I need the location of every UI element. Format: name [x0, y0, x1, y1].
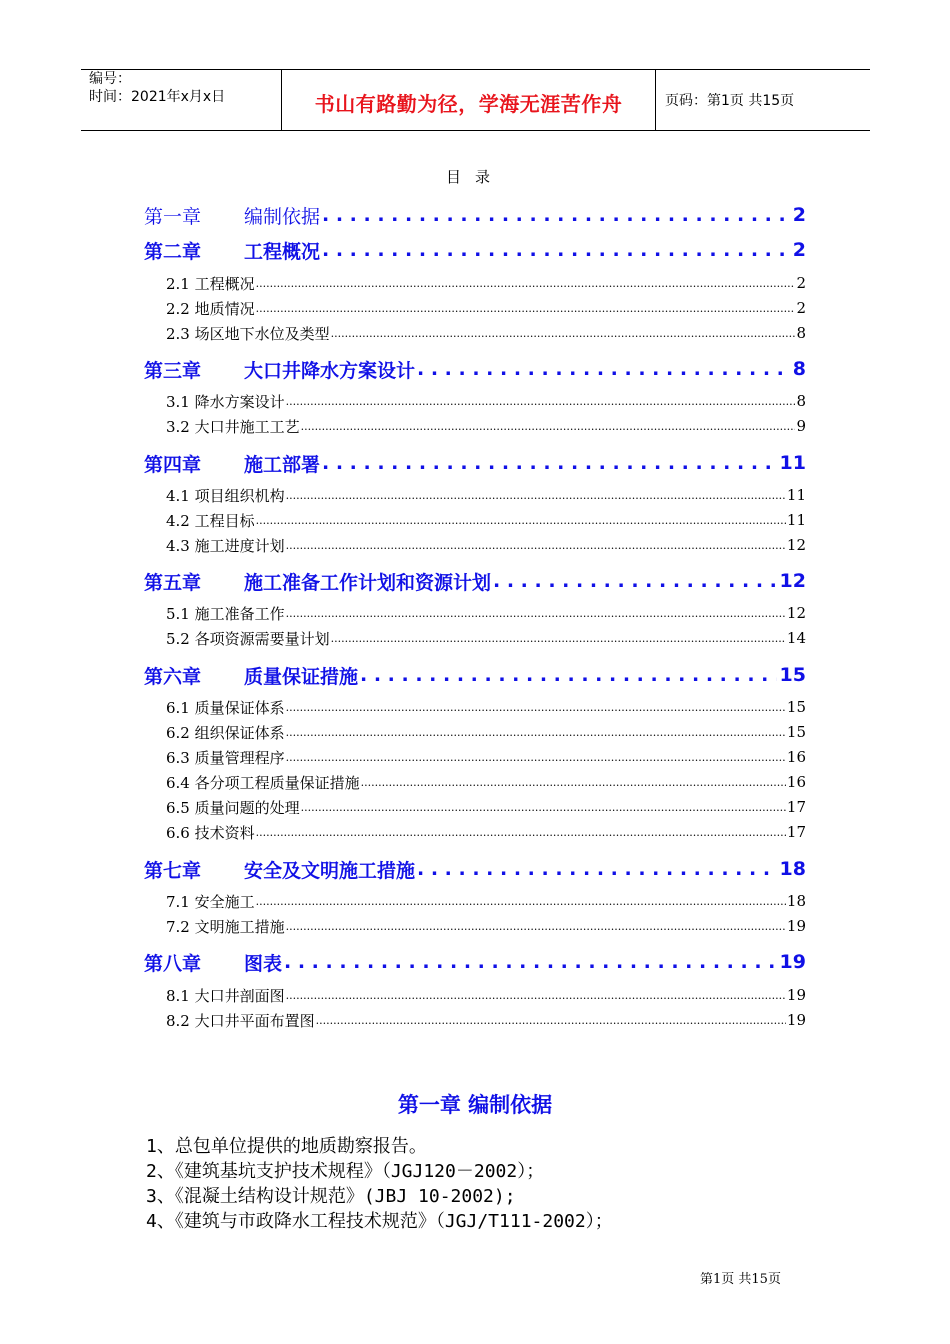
toc-section-label: 6.5 质量问题的处理 — [166, 798, 300, 817]
toc-leader-dots — [256, 277, 796, 290]
toc-leader-dots — [417, 358, 790, 380]
page-footer: 第1页 共15页 — [700, 1272, 781, 1287]
toc-section-page: 19 — [786, 1011, 806, 1029]
toc-section-label: 2.2 地质情况 — [166, 299, 255, 318]
toc-leader-dots — [361, 776, 786, 789]
toc-leader-dots — [286, 539, 786, 552]
toc-chapter-page: 11 — [779, 452, 806, 474]
toc-section-label: 5.2 各项资源需要量计划 — [166, 629, 330, 648]
toc-leader-dots — [322, 204, 790, 226]
toc-section-page: 15 — [786, 723, 806, 741]
toc-section-page: 11 — [786, 511, 806, 529]
toc-leader-dots — [417, 858, 777, 880]
toc-chapter-number: 第三章 — [144, 359, 202, 382]
page-header — [81, 69, 870, 131]
toc-section-label: 6.3 质量管理程序 — [166, 748, 285, 767]
toc-section-entry[interactable] — [166, 390, 806, 412]
header-page-cell — [656, 70, 870, 130]
toc-section-entry[interactable] — [166, 627, 806, 649]
toc-section-page: 8 — [796, 392, 806, 410]
header-motto-cell — [282, 70, 656, 130]
reference-item: 3、《混凝土结构设计规范》(JBJ 10-2002); — [146, 1186, 516, 1207]
toc-section-page: 18 — [786, 892, 806, 910]
toc-section-label: 6.2 组织保证体系 — [166, 723, 285, 742]
reference-item: 2、《建筑基坑支护技术规程》（JGJ120－2002）； — [146, 1161, 545, 1182]
toc-leader-dots — [322, 239, 790, 261]
header-page-info: 页码：第1页 共15页 — [665, 93, 795, 109]
toc-section-page: 11 — [786, 486, 806, 504]
toc-section-label: 6.1 质量保证体系 — [166, 698, 285, 717]
toc-chapter-page: 19 — [779, 951, 806, 973]
toc-section-label: 8.2 大口井平面布置图 — [166, 1011, 315, 1030]
toc-chapter-title: 编制依据 — [244, 205, 321, 228]
toc-section-page: 16 — [786, 748, 806, 766]
doc-time-label: 时间：2021年x月x日 — [89, 89, 226, 105]
toc-section-entry[interactable] — [166, 509, 806, 531]
toc-section-entry[interactable] — [166, 1009, 806, 1031]
toc-section-entry[interactable] — [166, 984, 806, 1006]
toc-section-entry[interactable] — [166, 821, 806, 843]
toc-section-page: 12 — [786, 536, 806, 554]
toc-section-label: 4.2 工程目标 — [166, 511, 255, 530]
toc-leader-dots — [286, 920, 786, 933]
toc-chapter-page: 8 — [792, 358, 806, 380]
toc-section-label: 3.2 大口井施工工艺 — [166, 417, 300, 436]
toc-section-entry[interactable] — [166, 322, 806, 344]
toc-chapter-entry[interactable] — [144, 661, 806, 689]
toc-section-entry[interactable] — [166, 771, 806, 793]
toc-section-label: 4.3 施工进度计划 — [166, 536, 285, 555]
toc-chapter-number: 第一章 — [144, 205, 202, 228]
toc-section-entry[interactable] — [166, 696, 806, 718]
toc-leader-dots — [256, 514, 786, 527]
toc-chapter-entry[interactable] — [144, 855, 806, 883]
toc-section-page: 8 — [796, 324, 806, 342]
toc-section-label: 6.6 技术资料 — [166, 823, 255, 842]
toc-chapter-number: 第五章 — [144, 571, 202, 594]
toc-section-label: 6.4 各分项工程质量保证措施 — [166, 773, 360, 792]
toc-section-entry[interactable] — [166, 721, 806, 743]
toc-chapter-entry[interactable] — [144, 449, 806, 477]
toc-section-entry[interactable] — [166, 890, 806, 912]
toc-chapter-page: 15 — [779, 664, 806, 686]
toc-chapter-entry[interactable] — [144, 567, 806, 595]
toc-chapter-page: 2 — [792, 239, 806, 261]
toc-leader-dots — [286, 751, 786, 764]
chapter-heading: 第一章 编制依据 — [397, 1093, 553, 1117]
toc-section-entry[interactable] — [166, 796, 806, 818]
toc-section-page: 16 — [786, 773, 806, 791]
toc-section-label: 7.2 文明施工措施 — [166, 917, 285, 936]
toc-section-label: 2.3 场区地下水位及类型 — [166, 324, 330, 343]
toc-leader-dots — [284, 951, 777, 973]
toc-chapter-number: 第六章 — [144, 665, 202, 688]
toc-leader-dots — [360, 664, 777, 686]
reference-item: 1、总包单位提供的地质勘察报告。 — [146, 1136, 427, 1157]
toc-section-entry[interactable] — [166, 415, 806, 437]
toc-leader-dots — [316, 1014, 786, 1027]
toc-leader-dots — [301, 801, 786, 814]
reference-item: 4、《建筑与市政降水工程技术规范》（JGJ/T111-2002）； — [146, 1211, 613, 1232]
toc-leader-dots — [286, 489, 786, 502]
toc-section-label: 8.1 大口井剖面图 — [166, 986, 285, 1005]
toc-section-page: 2 — [796, 274, 806, 292]
toc-chapter-title: 安全及文明施工措施 — [244, 859, 416, 882]
toc-leader-dots — [286, 989, 786, 1002]
toc-leader-dots — [286, 395, 796, 408]
toc-leader-dots — [331, 327, 796, 340]
toc-leader-dots — [286, 607, 786, 620]
toc-section-entry[interactable] — [166, 272, 806, 294]
toc-leader-dots — [493, 570, 777, 592]
toc-chapter-page: 18 — [779, 858, 806, 880]
toc-section-page: 15 — [786, 698, 806, 716]
doc-number-label: 编号： — [89, 71, 131, 87]
toc-section-entry[interactable] — [166, 915, 806, 937]
toc-section-entry[interactable] — [166, 746, 806, 768]
toc-chapter-title: 施工部署 — [244, 453, 321, 476]
toc-chapter-number: 第八章 — [144, 952, 202, 975]
toc-section-page: 17 — [786, 798, 806, 816]
toc-chapter-title: 工程概况 — [244, 240, 321, 263]
toc-chapter-title: 图表 — [244, 952, 283, 975]
toc-section-page: 19 — [786, 986, 806, 1004]
toc-section-entry[interactable] — [166, 297, 806, 319]
toc-section-page: 9 — [796, 417, 806, 435]
toc-leader-dots — [286, 726, 786, 739]
toc-section-label: 4.1 项目组织机构 — [166, 486, 285, 505]
toc-chapter-number: 第七章 — [144, 859, 202, 882]
toc-section-entry[interactable] — [166, 534, 806, 556]
toc-chapter-entry[interactable] — [144, 236, 806, 264]
toc-leader-dots — [256, 302, 796, 315]
toc-chapter-title: 质量保证措施 — [244, 665, 359, 688]
toc-section-entry[interactable] — [166, 484, 806, 506]
toc-leader-dots — [256, 895, 786, 908]
toc-leader-dots — [322, 452, 777, 474]
toc-chapter-title: 施工准备工作计划和资源计划 — [244, 571, 492, 594]
toc-section-page: 17 — [786, 823, 806, 841]
toc-section-label: 2.1 工程概况 — [166, 274, 255, 293]
toc-section-label: 5.1 施工准备工作 — [166, 604, 285, 623]
toc-chapter-page: 12 — [779, 570, 806, 592]
toc-title: 目录 — [445, 168, 504, 186]
toc-leader-dots — [331, 632, 786, 645]
toc-section-page: 19 — [786, 917, 806, 935]
toc-section-label: 3.1 降水方案设计 — [166, 392, 285, 411]
toc-section-label: 7.1 安全施工 — [166, 892, 255, 911]
toc-chapter-title: 大口井降水方案设计 — [244, 359, 416, 382]
toc-section-page: 14 — [786, 629, 806, 647]
toc-chapter-number: 第二章 — [144, 240, 202, 263]
header-motto: 书山有路勤为径，学海无涯苦作舟 — [314, 92, 623, 116]
toc-section-page: 12 — [786, 604, 806, 622]
toc-leader-dots — [286, 701, 786, 714]
toc-section-entry[interactable] — [166, 602, 806, 624]
toc-section-page: 2 — [796, 299, 806, 317]
toc-leader-dots — [301, 420, 796, 433]
toc-chapter-page: 2 — [792, 204, 806, 226]
toc-chapter-entry[interactable] — [144, 201, 806, 229]
toc-chapter-entry[interactable] — [144, 355, 806, 383]
header-meta-cell — [81, 70, 282, 130]
toc-leader-dots — [256, 826, 786, 839]
toc-chapter-number: 第四章 — [144, 453, 202, 476]
toc-chapter-entry[interactable] — [144, 948, 806, 976]
